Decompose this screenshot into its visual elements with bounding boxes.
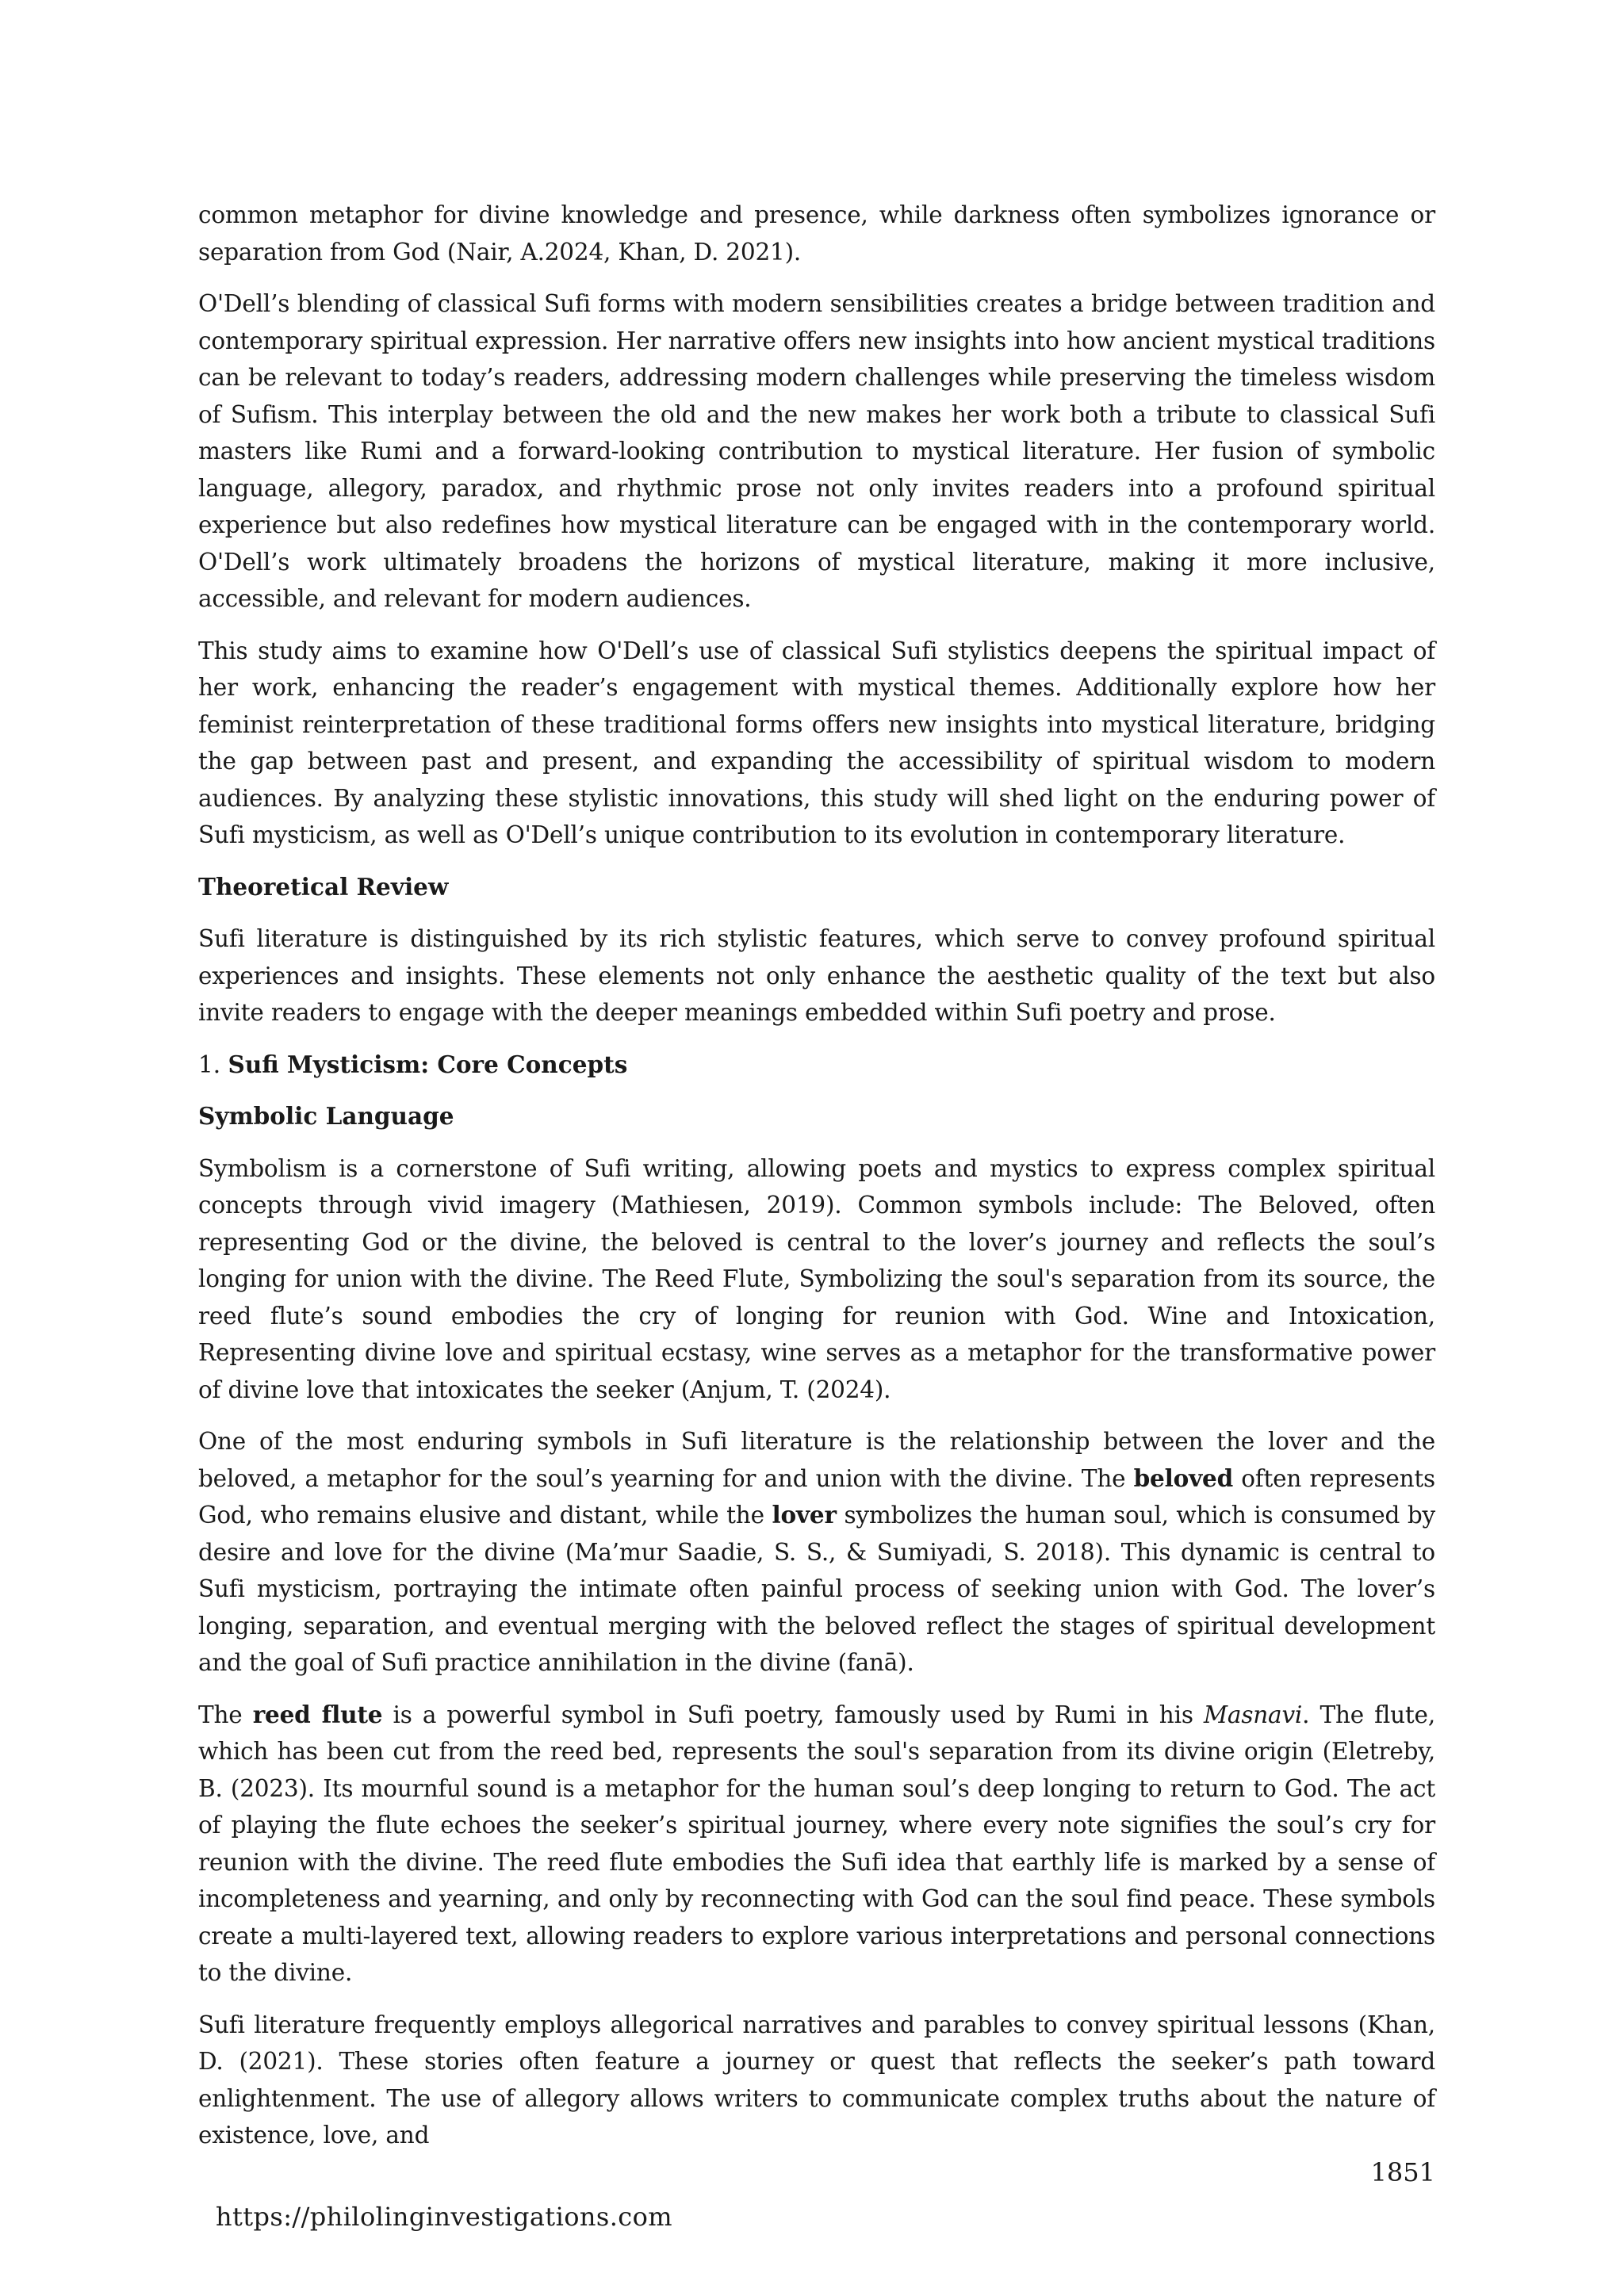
- page-number: 1851: [1370, 2157, 1435, 2187]
- heading-theoretical-review: Theoretical Review: [198, 872, 449, 901]
- section-number: 1.: [198, 1050, 228, 1078]
- text-run: is a powerful symbol in Sufi poetry, famously used by Rumi in his: [382, 1701, 1204, 1728]
- heading-sufi-mysticism-core-concepts: [198, 1047, 1435, 1084]
- footer-url[interactable]: https://philolinginvestigations.com: [216, 2202, 672, 2232]
- paragraph-sufi-literature-features: Sufi literature is distinguished by its rich stylistic features, which serve to convey profound spiritual experiences and insights. These elements not only enhance the aesthetic quality of the text but also invite readers to engage with the deeper meanings embedded within Sufi poetry and prose.: [198, 925, 1435, 1026]
- text-run: symbolizes the human soul, which is consumed by desire and love for the divine (Ma’mur Saadie, S. S., & Sumiyadi, S. 2018). This dynamic is central to Sufi mysticism, portraying the intimate often painful process of seeking union with God. The lover’s longing, separation, and eventual merging with the beloved reflect the stages of spiritual development and the goal of Sufi practice annihilation in the divine (fanā).: [198, 1502, 1436, 1676]
- paragraph-study-aims: This study aims to examine how O'Dell’s use of classical Sufi stylistics deepens the spiritual impact of her work, enhancing the reader’s engagement with mystical themes. Additionally explore how her feminist reinterpretation of these traditional forms offers new insights into mystical literature, bridging the gap between past and present, and expanding the accessibility of spiritual wisdom to modern audiences. By analyzing these stylistic innovations, this study will shed light on the enduring power of Sufi mysticism, as well as O'Dell’s unique contribution to its evolution in contemporary literature.: [198, 637, 1435, 848]
- section-title: Sufi Mysticism: Core Concepts: [228, 1050, 628, 1078]
- italic-title-masnavi: Masnavi: [1203, 1701, 1303, 1728]
- bold-term-lover: lover: [772, 1501, 837, 1529]
- bold-term-beloved: beloved: [1133, 1464, 1234, 1492]
- paragraph-continuation: common metaphor for divine knowledge and presence, while darkness often symbolizes ignorance or separation from God (Nair, A.2024, Khan, D. 2021).: [198, 201, 1435, 266]
- heading-symbolic-language: Symbolic Language: [198, 1102, 454, 1130]
- bold-term-reed-flute: reed flute: [252, 1700, 383, 1728]
- text-run: often represents God, who remains elusive and distant, while the: [198, 1464, 1435, 1529]
- paragraph-reed-flute: [198, 1697, 1435, 1992]
- paragraph-odell-blending: O'Dell’s blending of classical Sufi forms with modern sensibilities creates a bridge between tradition and contemporary spiritual expression. Her narrative offers new insights into how ancient mystical traditions can be relevant to today’s readers, addressing modern challenges while preserving the timeless wisdom of Sufism. This interplay between the old and the new makes her work both a tribute to classical Sufi masters like Rumi and a forward-looking contribution to mystical literature. Her fusion of symbolic language, allegory, paradox, and rhythmic prose not only invites readers into a profound spiritual experience but also redefines how mystical literature can be engaged with in the contemporary world. O'Dell’s work ultimately broadens the horizons of mystical literature, making it more inclusive, accessible, and relevant for modern audiences.: [198, 290, 1435, 612]
- text-run: One of the most enduring symbols in Sufi literature is the relationship between the lover and the beloved, a metaphor for the soul’s yearning for and union with the divine. The: [198, 1428, 1435, 1492]
- text-run: . The flute, which has been cut from the reed bed, represents the soul's separation from its divine origin (Eletreby, B. (2023). Its mournful sound is a metaphor for the human soul’s deep longing to return to God. The act of playing the flute echoes the seeker’s spiritual journey, where every note signifies the soul’s cry for reunion with the divine. The reed flute embodies the Sufi idea that earthly life is marked by a sense of incompleteness and yearning, and only by reconnecting with God can the soul find peace. These symbols create a multi-layered text, allowing readers to explore various interpretations and personal connections to the divine.: [198, 1701, 1435, 1986]
- paragraph-symbolism: Symbolism is a cornerstone of Sufi writing, allowing poets and mystics to express complex spiritual concepts through vivid imagery (Mathiesen, 2019). Common symbols include: The Beloved, often representing God or the divine, the beloved is central to the lover’s journey and reflects the soul’s longing for union with the divine. The Reed Flute, Symbolizing the soul's separation from its source, the reed flute’s sound embodies the cry of longing for reunion with God. Wine and Intoxication, Representing divine love and spiritual ecstasy, wine serves as a metaphor for the transformative power of divine love that intoxicates the seeker (Anjum, T. (2024).: [198, 1154, 1435, 1403]
- paragraph-lover-beloved: [198, 1423, 1435, 1682]
- page-body: [198, 197, 1435, 2169]
- text-run: The: [198, 1701, 253, 1728]
- paragraph-allegory: Sufi literature frequently employs allegorical narratives and parables to convey spiritual lessons (Khan, D. (2021). These stories often feature a journey or quest that reflects the seeker’s path toward enlightenment. The use of allegory allows writers to communicate complex truths about the nature of existence, love, and: [198, 2011, 1435, 2149]
